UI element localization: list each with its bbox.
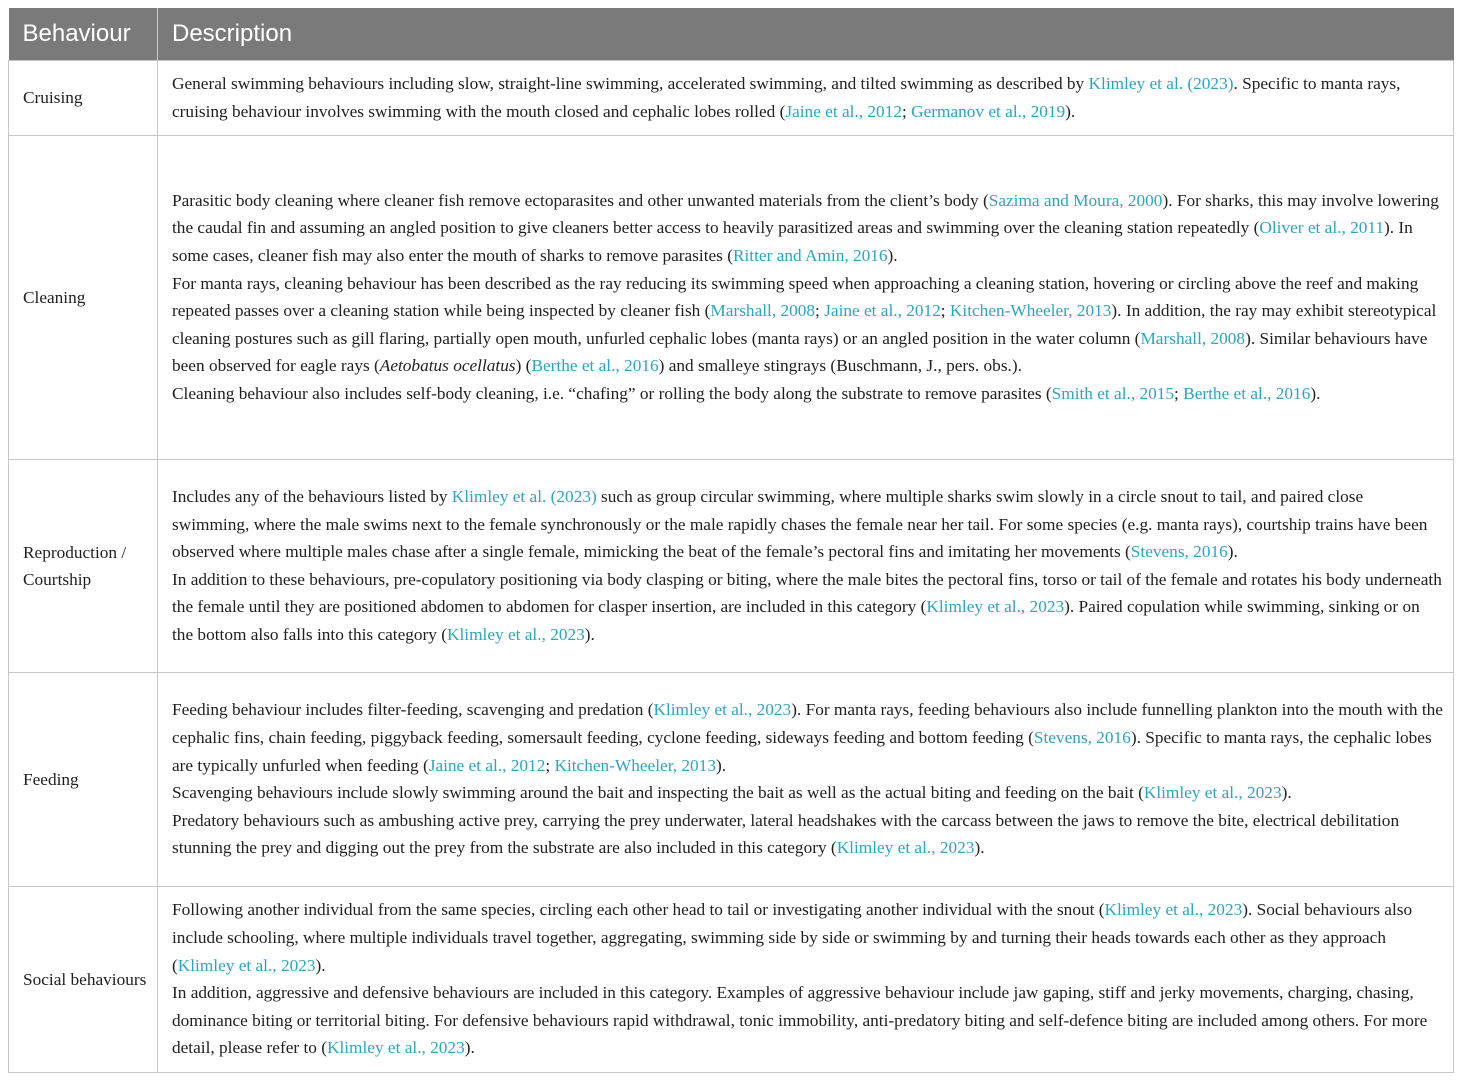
description-paragraph: [172, 380, 1443, 408]
description-paragraph: [172, 70, 1443, 125]
description-text: In addition to these behaviours, pre-copulatory positioning via body clasping or biting, where the male bites the pectoral fins, torso or tail of the female and rotates his body underneath the female until they are positioned abdomen to abdomen for clasper insertion, are included in this category (: [172, 569, 1442, 617]
citation-link[interactable]: Smith et al., 2015: [1051, 383, 1175, 403]
description-text: ).: [1310, 383, 1321, 403]
citation-link[interactable]: Berthe et al., 2016: [531, 356, 659, 376]
description-text: General swimming behaviours including slow, straight-line swimming, accelerated swimming, and tilted swimming as described by: [172, 74, 1089, 93]
header-description: Description: [158, 8, 1454, 61]
description-text: ;: [901, 101, 912, 121]
behaviour-cell: Social behaviours: [9, 887, 158, 1073]
species-name: Aetobatus ocellatus: [379, 356, 516, 376]
description-text: Includes any of the behaviours listed by: [172, 486, 452, 506]
citation-link[interactable]: Kitchen-Wheeler, 2013: [949, 301, 1112, 321]
citation-link[interactable]: Stevens, 2016: [1033, 728, 1131, 747]
description-paragraph: [172, 896, 1443, 979]
description-paragraph: [172, 483, 1443, 566]
description-text: ).: [1281, 783, 1292, 803]
citation-link[interactable]: Klimley et al., 2023: [1104, 900, 1243, 920]
description-text: ) and smalleye stingrays (Buschmann, J., pers. obs.).: [658, 356, 1022, 376]
description-cell: [158, 136, 1454, 460]
citation-link[interactable]: Klimley et al., 2023: [653, 700, 792, 720]
description-text: Parasitic body cleaning where cleaner fish remove ectoparasites and other unwanted materials from the client’s body (: [172, 190, 989, 210]
description-text: such as group circular swimming, where multiple sharks swim slowly in a circle snout to tail, and paired close swimming, where the male swims next to the female synchronously or the male rapidly chases the female near her tail. For some species (e.g. manta rays), courtship trains have been observed where multiple males chase after a single female, mimicking the beat of the female’s pectoral fins and imitating her movements (: [172, 486, 1428, 562]
description-text: ).: [584, 624, 595, 644]
description-cell: [158, 460, 1454, 673]
description-text: Scavenging behaviours include slowly swimming around the bait and inspecting the bait as well as the actual biting and feeding on the bait (: [172, 783, 1144, 803]
description-paragraph: [172, 566, 1443, 649]
description-paragraph: [172, 187, 1443, 270]
description-paragraph: [172, 696, 1443, 779]
description-paragraph: [172, 807, 1443, 862]
description-text: ).: [464, 1038, 475, 1058]
description-text: ).: [974, 838, 985, 858]
description-text: ). In some cases, cleaner fish may also enter the mouth of sharks to remove parasites (: [172, 218, 1413, 265]
description-paragraph: [172, 270, 1443, 380]
table-row: [9, 887, 1454, 1073]
description-text: For manta rays, cleaning behaviour has been described as the ray reducing its swimming speed when approaching a cleaning station, hovering or circling above the reef and making repeated passes over a cleaning station while being inspected by cleaner fish (: [172, 273, 1419, 321]
description-text: ;: [545, 755, 555, 775]
citation-link[interactable]: Klimley et al., 2023: [447, 624, 585, 644]
citation-link[interactable]: Jaine et al., 2012: [785, 101, 902, 121]
description-cell: [158, 887, 1454, 1073]
table-row: [9, 460, 1454, 673]
description-text: ).: [715, 755, 727, 775]
description-text: ).: [887, 246, 898, 265]
description-text: ).: [315, 955, 326, 975]
description-paragraph: [172, 979, 1443, 1062]
citation-link[interactable]: Jaine et al., 2012: [824, 301, 941, 321]
citation-link[interactable]: Klimley et al., 2023: [1143, 783, 1282, 803]
description-text: ). Specific to manta rays, the cephalic lobes are typically unfurled when feeding (: [172, 728, 1432, 775]
description-text: ). For sharks, this may involve lowering the caudal fin and assuming an angled position to give cleaners better access to heavily parasitized areas and swimming over the cleaning station repeatedly (: [172, 190, 1439, 238]
header-behaviour: Behaviour: [9, 8, 158, 61]
citation-link[interactable]: Klimley et al., 2023: [836, 838, 975, 858]
citation-link[interactable]: Marshall, 2008: [710, 301, 816, 321]
citation-link[interactable]: Marshall, 2008: [1140, 328, 1246, 348]
citation-link[interactable]: Klimley et al. (2023): [451, 486, 597, 506]
description-text: ).: [1227, 542, 1238, 562]
table-row: [9, 61, 1454, 136]
behaviour-cell: Cruising: [9, 61, 158, 136]
citation-link[interactable]: Klimley et al., 2023: [926, 597, 1065, 617]
description-text: ). Paired copulation while swimming, sinking or on the bottom also falls into this category (: [172, 597, 1420, 644]
description-text: . Specific to manta rays, cruising behaviour involves swimming with the mouth closed and cephalic lobes rolled (: [172, 74, 1401, 121]
description-text: ).: [1065, 101, 1076, 121]
citation-link[interactable]: Berthe et al., 2016: [1183, 383, 1311, 403]
description-text: In addition, aggressive and defensive behaviours are included in this category. Examples of aggressive behaviour include jaw gaping, stiff and jerky movements, charging, chasing, dominance biting or territorial biting. For defensive behaviours rapid withdrawal, tonic immobility, anti-predatory biting and self-defence biting are included among others. For more detail, please refer to (: [172, 983, 1428, 1058]
behaviour-cell: Cleaning: [9, 136, 158, 460]
citation-link[interactable]: Klimley et al. (2023): [1088, 74, 1234, 93]
behaviour-table: [8, 8, 1454, 1073]
description-cell: [158, 673, 1454, 887]
header-row: [9, 8, 1454, 61]
citation-link[interactable]: Sazima and Moura, 2000: [988, 190, 1163, 210]
behaviour-cell: Reproduction / Courtship: [9, 460, 158, 673]
citation-link[interactable]: Oliver et al., 2011: [1259, 218, 1385, 238]
description-text: ) (: [515, 356, 532, 376]
citation-link[interactable]: Jaine et al., 2012: [428, 755, 546, 775]
description-text: ;: [940, 301, 950, 321]
description-text: Predatory behaviours such as ambushing active prey, carrying the prey underwater, lateral headshakes with the carcass between the jaws to remove the bite, electrical debilitation stunning the prey and digging out the prey from the substrate are also included in this category (: [172, 810, 1400, 858]
table-row: [9, 136, 1454, 460]
citation-link[interactable]: Stevens, 2016: [1130, 542, 1228, 562]
description-text: ). Similar behaviours have been observed for eagle rays (: [172, 328, 1428, 376]
description-text: ). For manta rays, feeding behaviours also include funnelling plankton into the mouth with the cephalic fins, chain feeding, piggyback feeding, somersault feeding, cyclone feeding, sideways feeding and bottom feeding (: [172, 700, 1443, 747]
description-text: Cleaning behaviour also includes self-body cleaning, i.e. “chafing” or rolling the body along the substrate to remove parasites (: [172, 383, 1052, 403]
citation-link[interactable]: Ritter and Amin, 2016: [732, 246, 888, 265]
description-cell: [158, 61, 1454, 136]
description-text: ;: [815, 301, 825, 321]
behaviour-cell: Feeding: [9, 673, 158, 887]
description-text: Feeding behaviour includes filter-feeding, scavenging and predation (: [172, 700, 654, 720]
table-row: [9, 673, 1454, 887]
citation-link[interactable]: Klimley et al., 2023: [326, 1038, 465, 1058]
description-text: ). In addition, the ray may exhibit stereotypical cleaning postures such as gill flaring, partially open mouth, unfurled cephalic lobes (manta rays) or an angled position in the water column (: [172, 301, 1437, 348]
description-paragraph: [172, 779, 1443, 807]
citation-link[interactable]: Germanov et al., 2019: [911, 101, 1066, 121]
description-text: ). Social behaviours also include schooling, where multiple individuals travel together, aggregating, swimming side by side or swimming by and turning their heads towards each other as they approach (: [172, 900, 1413, 975]
citation-link[interactable]: Kitchen-Wheeler, 2013: [554, 755, 716, 775]
description-text: Following another individual from the same species, circling each other head to tail or investigating another individual with the snout (: [172, 900, 1105, 920]
citation-link[interactable]: Klimley et al., 2023: [177, 955, 316, 975]
description-text: ;: [1174, 383, 1184, 403]
